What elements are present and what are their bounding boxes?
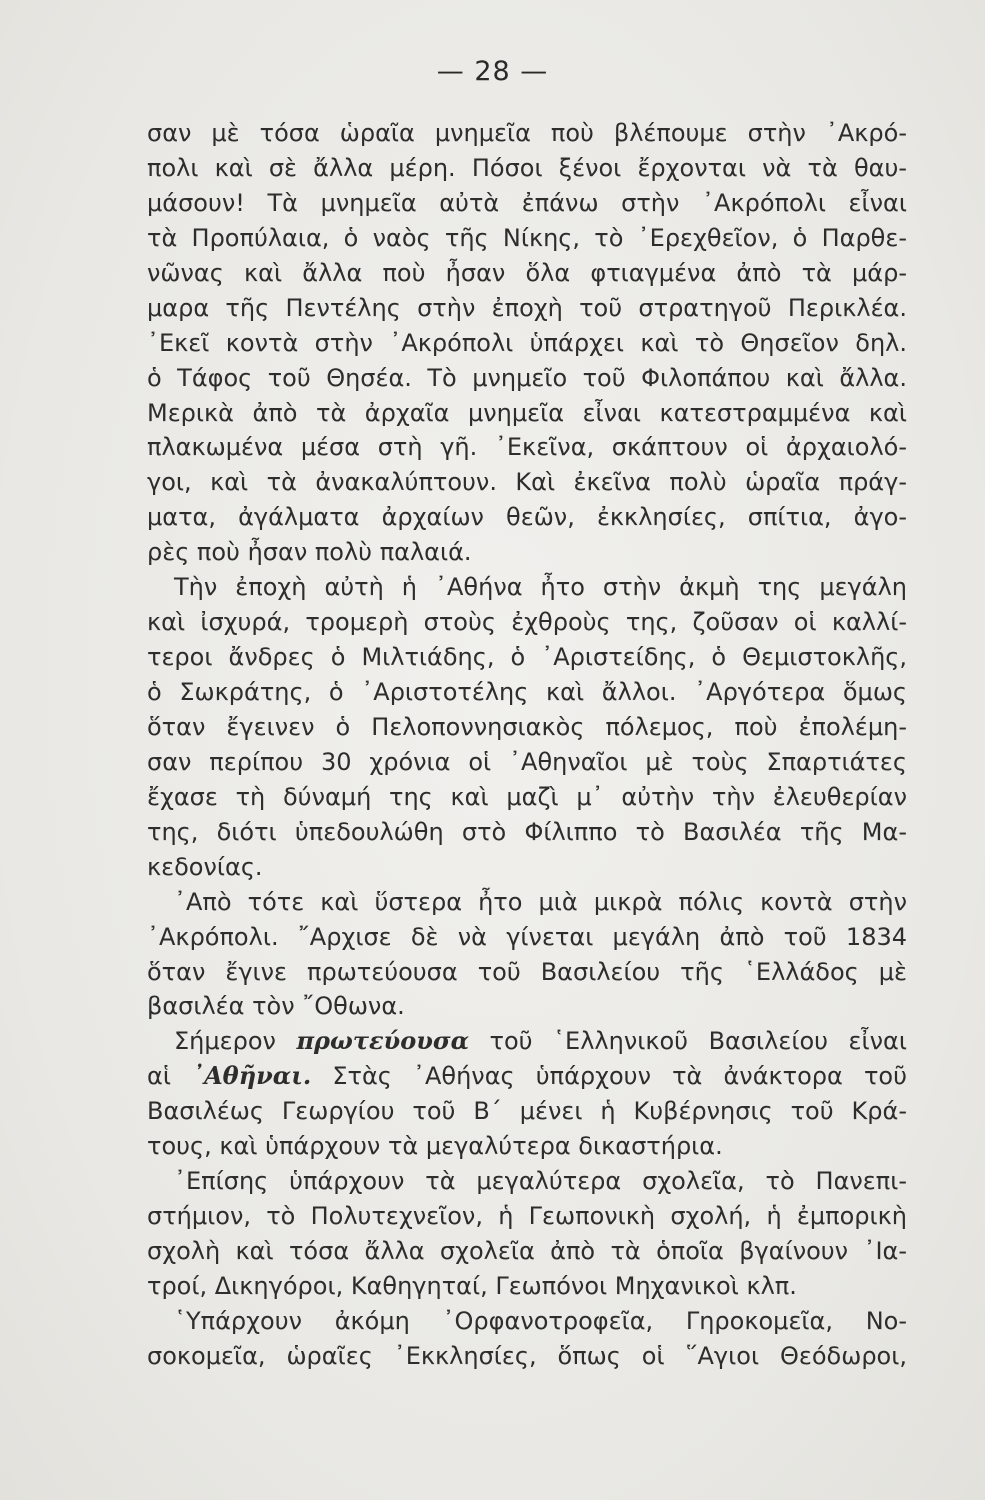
text-line: γοι, καὶ τὰ ἀνακαλύπτουν. Καὶ ἐκεῖνα πολὺ ὡραῖα πράγ- xyxy=(147,468,907,497)
paragraph-end-line: τους, καὶ ὑπάρχουν τὰ μεγαλύτερα δικαστήρια. xyxy=(147,1132,723,1161)
text-run: τοῦ ῾Ελληνικοῦ Βασιλείου εἶναι xyxy=(489,1027,907,1056)
text-line: νῶνας καὶ ἄλλα ποὺ ἦσαν ὅλα φτιαγμένα ἀπὸ τὰ μάρ- xyxy=(147,258,907,287)
text-line: ὁ Σωκράτης, ὁ ᾽Αριστοτέλης καὶ ἄλλοι. ᾽Αργότερα ὅμως xyxy=(147,678,907,706)
text-line: ᾽Ακρόπολι. ῎Αρχισε δὲ νὰ γίνεται μεγάλη ἀπὸ τοῦ 1834 xyxy=(147,922,907,951)
paragraph-end-line: βασιλέα τὸν ῎Οθωνα. xyxy=(147,992,405,1021)
emphasized-word: ᾽Αθῆναι. xyxy=(192,1061,312,1091)
text-line: ὁ Τάφος τοῦ Θησέα. Τὸ μνημεῖο τοῦ Φιλοπάπου καὶ ἄλλα. xyxy=(147,363,907,392)
text-line: σαν μὲ τόσα ὡραῖα μνημεῖα ποὺ βλέπουμε στὴν ᾽Ακρό- xyxy=(147,119,907,147)
text-line: καὶ ἰσχυρά, τρομερὴ στοὺς ἐχθροὺς της, ζοῦσαν οἱ καλλί- xyxy=(147,608,907,637)
paragraph-start-line: Τὴν ἐποχὴ αὐτὴ ἡ ᾽Αθήνα ἦτο στὴν ἀκμὴ της μεγάλη xyxy=(174,573,907,602)
paragraph-end-line: τροί, Δικηγόροι, Καθηγηταί, Γεωπόνοι Μηχανικοὶ κλπ. xyxy=(147,1271,797,1300)
text-run: Στὰς ᾽Αθήνας ὑπάρχουν τὰ ἀνάκτορα τοῦ xyxy=(332,1062,907,1091)
text-line: σχολὴ καὶ τόσα ἄλλα σχολεῖα ἀπὸ τὰ ὁποῖα βγαίνουν ᾽Ια- xyxy=(147,1237,907,1265)
text-line: ὅταν ἔγεινεν ὁ Πελοποννησιακὸς πόλεμος, ποὺ ἐπολέμη- xyxy=(147,712,907,741)
text-line: Βασιλέως Γεωργίου τοῦ Β΄ μένει ἡ Κυβέρνησις τοῦ Κρά- xyxy=(147,1097,907,1126)
text-line: ὅταν ἔγινε πρωτεύουσα τοῦ Βασιλείου τῆς ῾Ελλάδος μὲ xyxy=(147,957,907,986)
text-line xyxy=(147,1059,907,1094)
text-line: της, διότι ὑπεδουλώθη στὸ Φίλιππο τὸ Βασιλέα τῆς Μα- xyxy=(147,817,907,846)
paragraph-start-line: ῾Υπάρχουν ἀκόμη ᾽Ορφανοτροφεῖα, Γηροκομεῖα, Νο- xyxy=(174,1306,907,1335)
paragraph-start-line xyxy=(147,1024,907,1059)
text-line: τεροι ἄνδρες ὁ Μιλτιάδης, ὁ ᾽Αριστείδης, ὁ Θεμιστοκλῆς, xyxy=(147,643,907,672)
text-line: μαρα τῆς Πεντέλης στὴν ἐποχὴ τοῦ στρατηγοῦ Περικλέα. xyxy=(147,293,907,322)
text-run: αἱ xyxy=(147,1062,193,1091)
page-number: — 28 — xyxy=(436,56,549,87)
text-line: πολι καὶ σὲ ἄλλα μέρη. Πόσοι ξένοι ἔρχονται νὰ τὰ θαυ- xyxy=(147,153,907,182)
text-line: ᾽Εκεῖ κοντὰ στὴν ᾽Ακρόπολι ὑπάρχει καὶ τὸ Θησεῖον δηλ. xyxy=(147,328,907,357)
text-line: πλακωμένα μέσα στὴ γῆ. ᾽Εκεῖνα, σκάπτουν οἱ ἀρχαιολό- xyxy=(147,433,907,462)
text-line: ἔχασε τὴ δύναμή της καὶ μαζὶ μ᾽ αὐτὴν τὴν ἐλευθερίαν xyxy=(147,782,907,811)
text-line: τὰ Προπύλαια, ὁ ναὸς τῆς Νίκης, τὸ ᾽Ερεχθεῖον, ὁ Παρθε- xyxy=(147,223,907,252)
text-line: μάσουν! Τὰ μνημεῖα αὐτὰ ἐπάνω στὴν ᾽Ακρόπολι εἶναι xyxy=(147,188,907,217)
text-line: σοκομεῖα, ὡραῖες ᾽Εκκλησίες, ὅπως οἱ ῞Αγιοι Θεόδωροι, xyxy=(147,1341,907,1370)
text-line: Μερικὰ ἀπὸ τὰ ἀρχαῖα μνημεῖα εἶναι κατεστραμμένα καὶ xyxy=(147,398,907,427)
emphasized-word: πρωτεύουσα xyxy=(296,1026,470,1056)
text-line: σαν περίπου 30 χρόνια οἱ ᾽Αθηναῖοι μὲ τοὺς Σπαρτιάτες xyxy=(147,747,907,776)
text-line: ματα, ἀγάλματα ἀρχαίων θεῶν, ἐκκλησίες, σπίτια, ἀγο- xyxy=(147,503,907,532)
paragraph-start-line: ᾽Επίσης ὑπάρχουν τὰ μεγαλύτερα σχολεῖα, τὸ Πανεπι- xyxy=(174,1167,907,1196)
text-line: στήμιον, τὸ Πολυτεχνεῖον, ἡ Γεωπονικὴ σχολή, ἡ ἐμπορικὴ xyxy=(147,1202,907,1231)
paragraph-end-line: κεδονίας. xyxy=(147,852,263,881)
body-text xyxy=(147,116,907,1374)
paragraph-end-line: ρὲς ποὺ ἦσαν πολὺ παλαιά. xyxy=(147,538,472,567)
text-run: Σήμερον xyxy=(174,1027,297,1056)
paragraph-start-line: ᾽Απὸ τότε καὶ ὕστερα ἦτο μιὰ μικρὰ πόλις κοντὰ στὴν xyxy=(174,887,907,916)
